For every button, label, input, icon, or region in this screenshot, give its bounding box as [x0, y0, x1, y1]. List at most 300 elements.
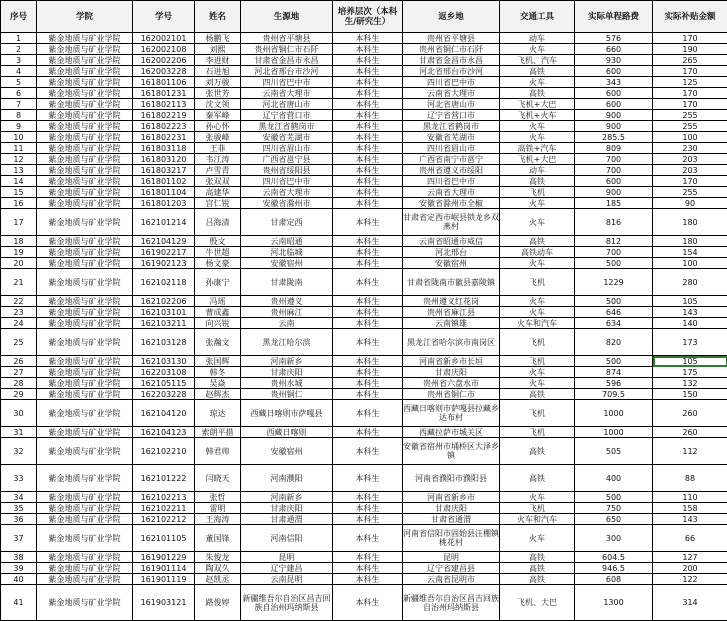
table-cell[interactable]: 161802231 [133, 132, 195, 143]
table-cell[interactable]: 甘肃庆阳 [241, 367, 333, 378]
table-cell[interactable]: 紫金地质与矿业学院 [37, 198, 133, 209]
table-cell[interactable]: 1000 [575, 427, 653, 438]
table-cell[interactable]: 河南省新乡市 [403, 492, 500, 503]
table-cell[interactable]: 李进财 [195, 55, 241, 66]
column-header[interactable]: 返乡地 [403, 1, 500, 33]
table-cell[interactable]: 辽宁省建昌县 [403, 563, 500, 574]
table-cell[interactable]: 1300 [575, 585, 653, 621]
table-cell[interactable]: 23 [1, 307, 37, 318]
table-cell[interactable]: 紫金地质与矿业学院 [37, 492, 133, 503]
table-cell[interactable]: 黑龙江哈尔滨 [241, 329, 333, 356]
table-cell[interactable]: 飞机 [500, 503, 575, 514]
table-cell[interactable]: 596 [575, 378, 653, 389]
table-cell[interactable]: 四川省眉山市 [403, 143, 500, 154]
table-cell[interactable]: 255 [653, 121, 727, 132]
table-cell[interactable]: 280 [653, 269, 727, 296]
table-cell[interactable]: 13 [1, 165, 37, 176]
table-cell[interactable]: 孙心怀 [195, 121, 241, 132]
table-cell[interactable]: 本科生 [333, 503, 403, 514]
table-cell[interactable]: 飞机 [500, 400, 575, 427]
table-cell[interactable]: 甘肃省陇南市徽县嘉陵镇 [403, 269, 500, 296]
table-cell[interactable]: 3 [1, 55, 37, 66]
table-cell[interactable]: 紫金地质与矿业学院 [37, 574, 133, 585]
table-cell[interactable]: 本科生 [333, 307, 403, 318]
table-cell[interactable]: 贵州麻江 [241, 307, 333, 318]
column-header[interactable]: 实际单程路费 [575, 1, 653, 33]
table-cell[interactable]: 火车 [500, 525, 575, 552]
table-cell[interactable]: 816 [575, 209, 653, 236]
table-cell[interactable]: 709.5 [575, 389, 653, 400]
table-cell[interactable]: 高铁+汽车 [500, 143, 575, 154]
table-cell[interactable]: 四川省眉山市 [241, 143, 333, 154]
table-cell[interactable]: 云南 [241, 318, 333, 329]
table-cell[interactable]: 飞机 [500, 187, 575, 198]
table-cell[interactable]: 安徽省芜湖市 [241, 132, 333, 143]
table-cell[interactable]: 紫金地质与矿业学院 [37, 55, 133, 66]
table-cell[interactable]: 紫金地质与矿业学院 [37, 44, 133, 55]
table-cell[interactable]: 39 [1, 563, 37, 574]
table-cell[interactable]: 22 [1, 296, 37, 307]
table-cell[interactable]: 24 [1, 318, 37, 329]
table-cell[interactable]: 314 [653, 585, 727, 621]
table-cell[interactable]: 火车和汽车 [500, 514, 575, 525]
table-cell[interactable]: 161802113 [133, 99, 195, 110]
table-cell[interactable]: 809 [575, 143, 653, 154]
table-cell[interactable]: 本科生 [333, 77, 403, 88]
table-cell[interactable]: 火车 [500, 492, 575, 503]
table-cell[interactable]: 索朗平措 [195, 427, 241, 438]
table-cell[interactable]: 贵州省铜仁市石阡 [241, 44, 333, 55]
table-cell[interactable]: 四川省巴中市 [241, 176, 333, 187]
table-cell[interactable]: 朱俊龙 [195, 552, 241, 563]
table-cell[interactable]: 广西省南宁市邕宁 [403, 154, 500, 165]
column-header[interactable]: 姓名 [195, 1, 241, 33]
table-cell[interactable]: 37 [1, 525, 37, 552]
table-cell[interactable]: 高铁 [500, 389, 575, 400]
table-cell[interactable]: 河北邢台 [403, 247, 500, 258]
table-cell[interactable]: 260 [653, 400, 727, 427]
table-cell[interactable]: 甘肃庆阳 [403, 503, 500, 514]
table-cell[interactable]: 火车 [500, 44, 575, 55]
table-cell[interactable]: 161801231 [133, 88, 195, 99]
table-cell[interactable]: 贵州省铜仁市石阡 [403, 44, 500, 55]
table-cell[interactable]: 110 [653, 492, 727, 503]
table-cell[interactable]: 162203108 [133, 367, 195, 378]
table-cell[interactable]: 5 [1, 77, 37, 88]
table-cell[interactable]: 161801203 [133, 198, 195, 209]
table-cell[interactable]: 紫金地质与矿业学院 [37, 552, 133, 563]
table-cell[interactable]: 动车 [500, 165, 575, 176]
table-cell[interactable]: 21 [1, 269, 37, 296]
table-cell[interactable]: 安徽省滁州市全椒 [403, 198, 500, 209]
table-cell[interactable]: 162102211 [133, 503, 195, 514]
table-cell[interactable]: 285.5 [575, 132, 653, 143]
table-cell[interactable]: 本科生 [333, 187, 403, 198]
table-cell[interactable]: 162102210 [133, 438, 195, 465]
column-header[interactable]: 生源地 [241, 1, 333, 33]
table-cell[interactable]: 殷文 [195, 236, 241, 247]
table-cell[interactable]: 9 [1, 121, 37, 132]
table-cell[interactable]: 162003228 [133, 66, 195, 77]
table-cell[interactable]: 河南新乡 [241, 356, 333, 367]
table-cell[interactable]: 175 [653, 367, 727, 378]
table-cell[interactable]: 昆明 [241, 552, 333, 563]
table-cell[interactable]: 本科生 [333, 329, 403, 356]
table-cell[interactable]: 18 [1, 236, 37, 247]
table-cell[interactable]: 河南濮阳 [241, 465, 333, 492]
table-cell[interactable]: 161803217 [133, 165, 195, 176]
table-cell[interactable]: 750 [575, 503, 653, 514]
table-cell[interactable]: 本科生 [333, 176, 403, 187]
table-cell[interactable]: 505 [575, 438, 653, 465]
table-cell[interactable]: 甘肃通渭 [241, 514, 333, 525]
table-cell[interactable]: 紫金地质与矿业学院 [37, 77, 133, 88]
table-cell[interactable]: 云南省大理市 [403, 88, 500, 99]
table-cell[interactable]: 宫仁锐 [195, 198, 241, 209]
table-cell[interactable]: 本科生 [333, 389, 403, 400]
table-cell[interactable]: 1 [1, 33, 37, 44]
table-cell[interactable]: 500 [575, 492, 653, 503]
table-cell[interactable]: 甘肃庆阳 [403, 367, 500, 378]
table-cell[interactable]: 161901114 [133, 563, 195, 574]
table-cell[interactable]: 赵凯丞 [195, 574, 241, 585]
table-cell[interactable]: 33 [1, 465, 37, 492]
table-cell[interactable]: 本科生 [333, 66, 403, 77]
table-cell[interactable]: 600 [575, 66, 653, 77]
table-cell[interactable]: 162105115 [133, 378, 195, 389]
table-cell[interactable]: 河南新乡 [241, 492, 333, 503]
table-cell[interactable]: 946.5 [575, 563, 653, 574]
table-cell[interactable]: 38 [1, 552, 37, 563]
table-cell[interactable]: 紫金地质与矿业学院 [37, 258, 133, 269]
table-cell[interactable]: 紫金地质与矿业学院 [37, 66, 133, 77]
table-cell[interactable]: 105 [653, 356, 727, 367]
table-cell[interactable]: 飞机 [500, 329, 575, 356]
table-cell[interactable]: 韩君帅 [195, 438, 241, 465]
table-cell[interactable]: 高建华 [195, 187, 241, 198]
table-cell[interactable]: 162102206 [133, 296, 195, 307]
table-cell[interactable]: 34 [1, 492, 37, 503]
table-cell[interactable]: 王海涛 [195, 514, 241, 525]
table-cell[interactable]: 162103211 [133, 318, 195, 329]
table-cell[interactable]: 紫金地质与矿业学院 [37, 367, 133, 378]
table-cell[interactable]: 高铁 [500, 88, 575, 99]
table-cell[interactable]: 火车 [500, 77, 575, 88]
table-cell[interactable]: 600 [575, 88, 653, 99]
table-cell[interactable]: 贵州省平塘县 [241, 33, 333, 44]
table-cell[interactable]: 6 [1, 88, 37, 99]
table-cell[interactable]: 105 [653, 296, 727, 307]
table-cell[interactable]: 600 [575, 176, 653, 187]
table-cell[interactable]: 紫金地质与矿业学院 [37, 356, 133, 367]
table-cell[interactable]: 260 [653, 427, 727, 438]
column-header[interactable]: 序号 [1, 1, 37, 33]
table-cell[interactable]: 本科生 [333, 438, 403, 465]
table-cell[interactable]: 本科生 [333, 99, 403, 110]
table-cell[interactable]: 66 [653, 525, 727, 552]
table-cell[interactable]: 190 [653, 44, 727, 55]
table-cell[interactable]: 161803118 [133, 143, 195, 154]
table-cell[interactable]: 162104123 [133, 427, 195, 438]
table-cell[interactable]: 紫金地质与矿业学院 [37, 247, 133, 258]
table-cell[interactable]: 河南省信阳市固始县汪棚镇桃花村 [403, 525, 500, 552]
table-cell[interactable]: 本科生 [333, 585, 403, 621]
table-cell[interactable]: 4 [1, 66, 37, 77]
table-cell[interactable]: 河南省新乡市长垣 [403, 356, 500, 367]
table-cell[interactable]: 41 [1, 585, 37, 621]
table-cell[interactable]: 608 [575, 574, 653, 585]
table-cell[interactable]: 900 [575, 121, 653, 132]
table-cell[interactable]: 8 [1, 110, 37, 121]
table-cell[interactable]: 董国锋 [195, 525, 241, 552]
table-cell[interactable]: 255 [653, 110, 727, 121]
table-cell[interactable]: 紫金地质与矿业学院 [37, 427, 133, 438]
table-cell[interactable]: 11 [1, 143, 37, 154]
table-cell[interactable]: 634 [575, 318, 653, 329]
table-cell[interactable]: 600 [575, 99, 653, 110]
column-header[interactable]: 培养层次（本科生/研究生） [333, 1, 403, 33]
table-cell[interactable]: 本科生 [333, 269, 403, 296]
table-cell[interactable]: 紫金地质与矿业学院 [37, 465, 133, 492]
table-cell[interactable]: 170 [653, 88, 727, 99]
table-cell[interactable]: 170 [653, 66, 727, 77]
table-cell[interactable]: 343 [575, 77, 653, 88]
table-cell[interactable]: 本科生 [333, 492, 403, 503]
table-cell[interactable]: 孙康宁 [195, 269, 241, 296]
table-cell[interactable]: 贵州省麻江县 [403, 307, 500, 318]
table-cell[interactable]: 173 [653, 329, 727, 356]
table-cell[interactable]: 甘肃省金昌市永昌 [403, 55, 500, 66]
table-cell[interactable]: 88 [653, 465, 727, 492]
table-cell[interactable]: 25 [1, 329, 37, 356]
table-cell[interactable]: 西藏日喀则市萨嘎县 [241, 400, 333, 427]
table-cell[interactable]: 紫金地质与矿业学院 [37, 143, 133, 154]
table-cell[interactable]: 本科生 [333, 356, 403, 367]
table-cell[interactable]: 张世芳 [195, 88, 241, 99]
table-cell[interactable]: 云南省大理市 [403, 187, 500, 198]
table-cell[interactable]: 162002206 [133, 55, 195, 66]
table-cell[interactable]: 500 [575, 258, 653, 269]
table-cell[interactable]: 162104120 [133, 400, 195, 427]
table-cell[interactable]: 刘熙 [195, 44, 241, 55]
table-cell[interactable]: 27 [1, 367, 37, 378]
table-cell[interactable]: 本科生 [333, 33, 403, 44]
table-cell[interactable]: 火车 [500, 198, 575, 209]
table-cell[interactable]: 闫晓天 [195, 465, 241, 492]
table-cell[interactable]: 紫金地质与矿业学院 [37, 110, 133, 121]
table-cell[interactable]: 本科生 [333, 258, 403, 269]
table-cell[interactable]: 500 [575, 296, 653, 307]
table-cell[interactable]: 刘万骏 [195, 77, 241, 88]
table-cell[interactable]: 203 [653, 154, 727, 165]
table-cell[interactable]: 辽宁省营口市 [403, 110, 500, 121]
table-cell[interactable]: 500 [575, 356, 653, 367]
table-cell[interactable]: 400 [575, 465, 653, 492]
table-cell[interactable]: 韩冬 [195, 367, 241, 378]
table-cell[interactable]: 高铁 [500, 574, 575, 585]
table-cell[interactable]: 90 [653, 198, 727, 209]
table-cell[interactable]: 255 [653, 187, 727, 198]
table-cell[interactable]: 143 [653, 514, 727, 525]
table-cell[interactable]: 161803120 [133, 154, 195, 165]
table-cell[interactable]: 紫金地质与矿业学院 [37, 176, 133, 187]
table-cell[interactable]: 飞机+大巴 [500, 99, 575, 110]
table-cell[interactable]: 170 [653, 33, 727, 44]
table-cell[interactable]: 甘肃陇南 [241, 269, 333, 296]
table-cell[interactable]: 28 [1, 378, 37, 389]
table-cell[interactable]: 162102212 [133, 514, 195, 525]
table-cell[interactable]: 杨鹏飞 [195, 33, 241, 44]
table-cell[interactable]: 650 [575, 514, 653, 525]
table-cell[interactable]: 29 [1, 389, 37, 400]
table-cell[interactable]: 162002108 [133, 44, 195, 55]
table-cell[interactable]: 162103128 [133, 329, 195, 356]
table-cell[interactable]: 王菲 [195, 143, 241, 154]
table-cell[interactable]: 7 [1, 99, 37, 110]
table-cell[interactable]: 36 [1, 514, 37, 525]
table-cell[interactable]: 203 [653, 165, 727, 176]
table-cell[interactable]: 本科生 [333, 154, 403, 165]
column-header[interactable]: 学号 [133, 1, 195, 33]
table-cell[interactable]: 125 [653, 77, 727, 88]
table-cell[interactable]: 161901229 [133, 552, 195, 563]
table-cell[interactable]: 张双双 [195, 176, 241, 187]
table-cell[interactable]: 甘肃庆阳 [241, 503, 333, 514]
table-cell[interactable]: 安徽宿州 [241, 438, 333, 465]
table-cell[interactable]: 19 [1, 247, 37, 258]
table-cell[interactable]: 812 [575, 236, 653, 247]
table-cell[interactable]: 1229 [575, 269, 653, 296]
table-cell[interactable]: 100 [653, 132, 727, 143]
table-cell[interactable]: 高铁 [500, 176, 575, 187]
table-cell[interactable]: 紫金地质与矿业学院 [37, 563, 133, 574]
table-cell[interactable]: 161903121 [133, 585, 195, 621]
table-cell[interactable]: 161801106 [133, 77, 195, 88]
table-cell[interactable]: 31 [1, 427, 37, 438]
table-cell[interactable]: 紫金地质与矿业学院 [37, 514, 133, 525]
table-cell[interactable]: 黑龙江省哈尔滨市南岗区 [403, 329, 500, 356]
table-cell[interactable]: 紫金地质与矿业学院 [37, 585, 133, 621]
table-cell[interactable]: 高铁 [500, 236, 575, 247]
table-cell[interactable]: 700 [575, 165, 653, 176]
table-cell[interactable]: 陶双久 [195, 563, 241, 574]
table-cell[interactable]: 16 [1, 198, 37, 209]
table-cell[interactable]: 飞机、汽车 [500, 55, 575, 66]
table-cell[interactable]: 云南镇雄 [403, 318, 500, 329]
table-cell[interactable]: 本科生 [333, 296, 403, 307]
table-cell[interactable]: 161802223 [133, 121, 195, 132]
table-cell[interactable]: 122 [653, 574, 727, 585]
table-cell[interactable]: 180 [653, 209, 727, 236]
table-cell[interactable]: 2 [1, 44, 37, 55]
table-cell[interactable]: 河北省邢台市沙河 [241, 66, 333, 77]
table-cell[interactable]: 紫金地质与矿业学院 [37, 296, 133, 307]
table-cell[interactable]: 紫金地质与矿业学院 [37, 99, 133, 110]
table-cell[interactable]: 本科生 [333, 465, 403, 492]
table-cell[interactable]: 西藏日喀则 [241, 427, 333, 438]
table-cell[interactable]: 紫金地质与矿业学院 [37, 389, 133, 400]
table-cell[interactable]: 112 [653, 438, 727, 465]
table-cell[interactable]: 本科生 [333, 132, 403, 143]
table-cell[interactable]: 向兴锐 [195, 318, 241, 329]
table-cell[interactable]: 路俊婷 [195, 585, 241, 621]
table-cell[interactable]: 660 [575, 44, 653, 55]
table-cell[interactable]: 甘肃省金昌市永昌 [241, 55, 333, 66]
table-cell[interactable]: 本科生 [333, 88, 403, 99]
table-cell[interactable]: 紫金地质与矿业学院 [37, 378, 133, 389]
table-cell[interactable]: 高铁 [500, 563, 575, 574]
table-cell[interactable]: 吕海清 [195, 209, 241, 236]
table-cell[interactable]: 昆明 [403, 552, 500, 563]
table-cell[interactable]: 162101214 [133, 209, 195, 236]
table-cell[interactable]: 贵州遵义 [241, 296, 333, 307]
table-cell[interactable]: 本科生 [333, 400, 403, 427]
table-cell[interactable]: 张骏峰 [195, 132, 241, 143]
table-cell[interactable]: 646 [575, 307, 653, 318]
table-cell[interactable]: 200 [653, 563, 727, 574]
table-cell[interactable]: 飞机 [500, 269, 575, 296]
table-cell[interactable]: 本科生 [333, 514, 403, 525]
table-cell[interactable]: 安徽省滁州市 [241, 198, 333, 209]
table-cell[interactable]: 西藏拉萨市城关区 [403, 427, 500, 438]
table-cell[interactable]: 辽宁建昌 [241, 563, 333, 574]
table-cell[interactable]: 曹成鑫 [195, 307, 241, 318]
table-cell[interactable]: 紫金地质与矿业学院 [37, 400, 133, 427]
table-cell[interactable]: 900 [575, 187, 653, 198]
table-cell[interactable]: 四川省巴中市 [403, 176, 500, 187]
table-cell[interactable]: 本科生 [333, 198, 403, 209]
table-cell[interactable]: 紫金地质与矿业学院 [37, 121, 133, 132]
table-cell[interactable]: 本科生 [333, 44, 403, 55]
table-cell[interactable]: 河北省邢台市沙河 [403, 66, 500, 77]
table-cell[interactable]: 火车 [500, 209, 575, 236]
table-cell[interactable]: 874 [575, 367, 653, 378]
table-cell[interactable]: 143 [653, 307, 727, 318]
table-cell[interactable]: 飞机+大巴 [500, 154, 575, 165]
table-cell[interactable]: 161901119 [133, 574, 195, 585]
table-cell[interactable]: 贵州省铜仁市 [403, 389, 500, 400]
table-cell[interactable]: 180 [653, 236, 727, 247]
table-cell[interactable]: 贵州水城 [241, 378, 333, 389]
table-cell[interactable]: 石进旭 [195, 66, 241, 77]
table-cell[interactable]: 本科生 [333, 209, 403, 236]
table-cell[interactable]: 贵州省六盘水市 [403, 378, 500, 389]
table-cell[interactable]: 张哲 [195, 492, 241, 503]
table-cell[interactable]: 紫金地质与矿业学院 [37, 165, 133, 176]
table-cell[interactable]: 162102213 [133, 492, 195, 503]
table-cell[interactable]: 162104129 [133, 236, 195, 247]
table-cell[interactable]: 云南省昭通市威信 [403, 236, 500, 247]
column-header[interactable]: 交通工具 [500, 1, 575, 33]
table-cell[interactable]: 河北省唐山市 [241, 99, 333, 110]
table-cell[interactable]: 赵辉杰 [195, 389, 241, 400]
table-cell[interactable]: 火车 [500, 121, 575, 132]
table-cell[interactable]: 贵州省绥阳县 [241, 165, 333, 176]
table-cell[interactable]: 154 [653, 247, 727, 258]
table-cell[interactable]: 161801104 [133, 187, 195, 198]
table-cell[interactable]: 四川省巴中市 [403, 77, 500, 88]
table-cell[interactable]: 安徽省芜湖市 [403, 132, 500, 143]
table-cell[interactable]: 冯瑶 [195, 296, 241, 307]
table-cell[interactable]: 162203228 [133, 389, 195, 400]
table-cell[interactable]: 紫金地质与矿业学院 [37, 209, 133, 236]
table-cell[interactable]: 576 [575, 33, 653, 44]
table-cell[interactable]: 火车 [500, 296, 575, 307]
table-cell[interactable]: 牛世超 [195, 247, 241, 258]
table-cell[interactable]: 265 [653, 55, 727, 66]
table-cell[interactable]: 30 [1, 400, 37, 427]
table-cell[interactable]: 本科生 [333, 378, 403, 389]
